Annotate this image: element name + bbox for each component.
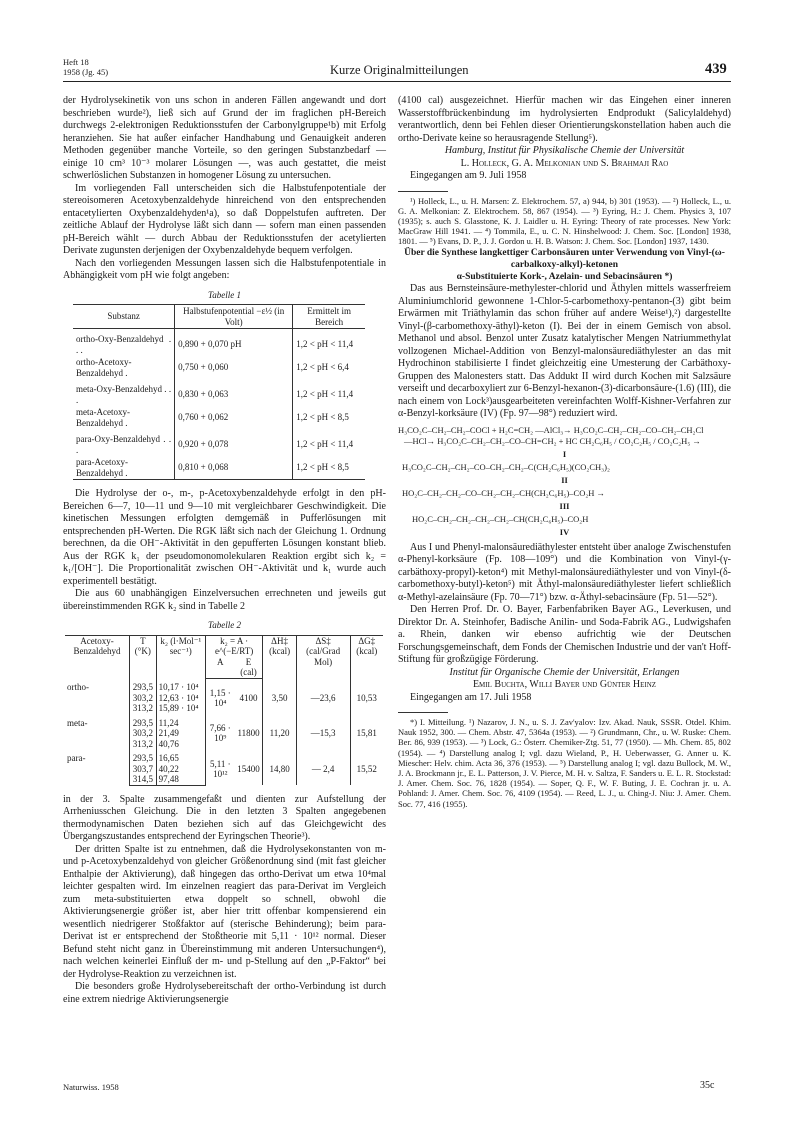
table-cell: 11,20	[263, 714, 296, 750]
issue-info	[63, 57, 108, 77]
table-cell: ortho-	[67, 682, 89, 692]
reaction-step: HO₂C–CH₂–CH₂–CO–CH₂–CH₂–CH(CH₂C₆H₅)–CO₂H →	[402, 487, 606, 498]
table-cell: meta-Acetoxy-Benzaldehyd .	[76, 407, 130, 428]
table-cell: 293,5	[130, 714, 157, 729]
table-header: A	[205, 657, 234, 679]
table-row	[65, 678, 383, 693]
table-cell: — 2,4	[296, 749, 350, 785]
table-cell: 10,17 · 10⁴	[156, 678, 205, 693]
table-cell: 12,63 · 10⁴	[156, 693, 205, 704]
table-cell: 3,50	[263, 678, 296, 714]
paragraph: Der dritten Spalte ist zu entnehmen, daß die Hydrolysekonstanten von m- und p-Acetoxybenzaldehyd von gleicher Größenordnung sind (mit fast gleicher Enthalpie der Aktivierung), daß hingegen das ortho-Derivat um etwa 10⁴mal leichter gespalten wird. Im einzelnen reagiert das para-Derivat im Vergleich zum meta-substituierten etwa doppelt so schnell, obwohl die Aktivierungsenergie größer ist, aber hier tritt offenbar kompensierend ein wesentlich niedrigerer Stoßfaktor auf (sterische Behinderung); beim para-Derivat ist er entsprechend der Stoßtheorie mit 5,11 · 10¹² normal. Dieser Befund steht nicht ganz in Übereinstimmung mit anderen Untersuchungen⁴), nach welchen keinerlei Einfluß der m- und p-Stellung auf den „P-Faktor“ bei der Hydrolyse-Reaktion zu verzeichnen ist.	[63, 843, 386, 980]
footnotes: ¹) Holleck, L., u. H. Marsen: Z. Elektrochem. 57, a) 944, b) 301 (1953). — ²) Holleck, L., u. G. A. Melkonian: Z. Elektrochem. 58, 867 (1954). — ³) Eyring, H.: J. Chem. Physics 3, 107 (1935); s. auch S. Glasstone, K. J. Laidler u. H. Eyring: Theory of rate processes. New York: MacGraw Hill 1941. — ⁴) Tommila, E., u. C. N. Hinshelwood: J. Chem. Soc. [London] 1938, 1801. — ⁵) Evans, D. P., J. J. Gordon u. H. B. Watson: J. Chem. Soc. [London] 1937, 1430.	[398, 195, 731, 247]
table-cell: 0,750 + 0,060	[175, 356, 293, 379]
table-cell: 7,66 · 10⁹	[205, 714, 234, 750]
table-header: Halbstufenpotential −ε½ (in Volt)	[175, 305, 293, 329]
reaction-scheme	[398, 425, 731, 538]
table-cell: 313,2	[130, 703, 157, 714]
table-cell: ortho-Oxy-Benzaldehyd . . .	[76, 334, 172, 355]
table-cell: 15400	[237, 763, 260, 774]
paragraph: der Hydrolysekinetik von uns schon in anderen Fällen angewandt und dort beschrieben wurde²), ließ sich auf Grund der im fraglichen pH-Bereich durchwegs 2-elektronigen Reduktionsstufen der Carbonylgruppe¹b) mit Erfolg heranziehen. Sie hat außer einfacher Handhabung und Genauigkeit anderen Methoden gegenüber manche Vorteile, so den geringen Substanzbedarf — einige 10 cm³ 10⁻³ molarer Lösungen —, was auch gestattet, die meist schwerlöslichen Substanzen in homogener Lösung zu untersuchen.	[63, 95, 386, 181]
table-caption: Tabelle 2	[208, 620, 241, 630]
reaction-step: HO₂C–CH₂–CH₂–CH₂–CH₂–CH(CH₂C₆H₅)–CO₂H	[412, 513, 589, 524]
table-cell: 15,52	[350, 749, 383, 785]
table-cell: 15,89 · 10⁴	[156, 703, 205, 714]
table-cell: 313,2	[130, 739, 157, 750]
paragraph: Die aus 60 unabhängigen Einzelversuchen errechneten und jeweils gut übereinstimmenden RGK k₂ sind in Tabelle 2	[63, 588, 386, 612]
article-subtitle: α-Substituierte Kork-, Azelain- und Sebacinsäuren *)	[456, 271, 673, 282]
table-cell: 1,2 < pH < 6,4	[293, 356, 365, 379]
table-cell: 11800	[237, 728, 260, 738]
table-cell: 314,5	[130, 774, 157, 785]
compound-label: III	[559, 500, 570, 511]
table-row	[73, 406, 365, 429]
table-cell: 4100	[239, 692, 258, 703]
paragraph: Aus I und Phenyl-malonsäurediäthylester entsteht über analoge Zwischenstufen α-Phenyl-korksäure (Fp. 108—109°) und die Kombination von Vinyl-(γ-carbäthoxy-propyl)-keton⁴) mit Methyl-malonsäurediäthylester und von Vinyl-(δ-carbomethoxy-butyl)-keton⁵) mit Äthyl-malonsäurediäthylester liefert schließlich α-Methyl-azelainsäure (Fp. 70—71°) bzw. α-Äthyl-sebacinsäure (Fp. 51—52°).	[398, 541, 731, 603]
table-cell: 293,5	[130, 749, 157, 764]
authors: L. Holleck, G. A. Melkonian und S. Brahmaji Rao	[460, 157, 669, 169]
table-cell: 1,15 · 10⁴	[205, 678, 234, 714]
reaction-step: H₃CO₂C–CH₂–CH₂–CO–CH₂–CH₂–C(CH₂C₆H₅)(CO₂CH₃)₂	[402, 461, 610, 472]
compound-label: IV	[559, 526, 570, 537]
table-row	[65, 749, 383, 764]
table-cell: 5,11 · 10¹²	[205, 749, 234, 785]
table-cell: 11,24	[156, 714, 205, 729]
table-cell: para-Acetoxy-Benzaldehyd .	[73, 456, 175, 480]
reaction-step-part: —HCl→ H₃CO₂C–CH₂–CH₂–CO–CH=CH₂ + HC	[404, 435, 578, 446]
table-cell: 16,65	[156, 749, 205, 764]
compound-label: II	[561, 474, 568, 485]
table-cell: meta-Oxy-Benzaldehyd . . .	[76, 384, 172, 405]
table-row	[73, 429, 365, 456]
table-cell: 303,2	[130, 693, 157, 704]
table-cell: 1,2 < pH < 8,5	[293, 406, 365, 429]
authors: Emil Buchta, Willi Bayer und Günter Heinz	[472, 679, 657, 691]
table-cell: para-	[67, 753, 86, 763]
table-cell: ortho-Acetoxy-Benzaldehyd .	[76, 357, 132, 378]
table-cell: 303,2	[130, 728, 157, 739]
table-cell: 40,22	[156, 764, 205, 775]
paragraph: (4100 cal) ausgezeichnet. Hierfür machen wir das Eingehen einer inneren Wasserstoffbrückenbindung im hydrolysierten Endprodukt (Salicylaldehyd) verantwortlich, denn bei Fehlen dieser Orientierungskonstellation haben auch die ortho-Derivate keine so herausragende Stellung⁵).	[398, 95, 731, 144]
table-row	[73, 379, 365, 406]
footnotes: *) I. Mitteilung. ¹) Nazarov, J. N., u. S. J. Zav'yalov: Izv. Akad. Nauk, SSSR. Otdel. Khim. Nauk 1952, 300. — Chem. Abstr. 47, 5364a (1953). — ²) Grundmann, Chr., u. W. Ruske: Chem. Ber. 86, 939 (1953). — ³) Lock, G.: Österr. Chemiker-Ztg. 51, 77 (1950). — Mh. Chem. 85, 802 (1954). — ⁴) Darstellung analog I; vgl. dazu Wieland, P., H. Ueberwasser, G. Anner u. K. Miescher: Helv. chim. Acta 36, 376 (1953). — ⁵) Darstellung analog I; vgl. dazu Bullock, M. W., J. A. Brockmann jr., E. L. Patterson, J. V. Pierce, M. H. v. Saltza, F. Sanders u. E. L. R. Stockstad: J. Amer. Chem. Soc. 76, 1828 (1954). — Soper, Q. F., W. F. Buting, J. E. Cochran jr. u. A. Pohland: J. Amer. Chem. Soc. 76, 4109 (1954). — Reed, L. J., u. Ching-J. Niu: J. Amer. Chem. Soc. 77, 416 (1955).	[398, 717, 731, 809]
table-cell: 0,830 + 0,063	[175, 379, 293, 406]
table-cell: 0,810 + 0,068	[175, 456, 293, 480]
table-header: ΔS‡ (cal/Grad Mol)	[296, 635, 350, 678]
table-cell: 21,49	[156, 728, 205, 739]
paragraph: Den Herren Prof. Dr. O. Bayer, Farbenfabriken Bayer AG., Leverkusen, und Direktor Dr. A. Steinhofer, Badische Anilin- und Soda-Fabrik AG., Ludwigshafen a. Rhein, danken wir ebenso aufrichtig wie der Deutschen Forschungsgemeinschaft, dem Fonds der Chemischen Industrie und der van't Hoff-Stiftung für großzügige Förderung.	[398, 604, 731, 666]
table-half-wave-potentials	[73, 304, 365, 480]
table-header: ΔH‡ (kcal)	[263, 635, 296, 678]
table-cell: 0,920 + 0,078	[175, 429, 293, 456]
footnote-rule	[398, 712, 448, 713]
table-header: T (°K)	[130, 635, 157, 678]
paragraph: Die besonders große Hydrolysebereitschaft der ortho-Verbindung ist durch eine extrem niedrige Aktivierungsenergie	[63, 981, 386, 1005]
table-cell: meta-	[67, 717, 88, 728]
table-rate-constants	[65, 635, 383, 786]
table-cell: —15,3	[296, 714, 350, 750]
table-header: Acetoxy-Benzaldehyd	[65, 635, 130, 678]
received-date: Eingegangen am 9. Juli 1958	[410, 170, 527, 181]
table-cell: 0,760 + 0,062	[175, 406, 293, 429]
page-number: 439	[705, 61, 727, 77]
footnote-rule	[398, 191, 448, 192]
paragraph: Im vorliegenden Fall unterscheiden sich die Halbstufenpotentiale der stereoisomeren Acetoxybenzaldehyde hinreichend von den entsprechenden entacetylierten Oxybenzaldehyden¹a), so daß Doppelstufen auftreten. Der zeitliche Ablauf der Hydrolyse läßt sich dann — sofern man einen passenden pH-Bereich wählt — durch Abbau der Reduktionsstufen der acetylierten Derivate zugunsten derjenigen der Oxybenzaldehyde bequem verfolgen.	[63, 182, 386, 256]
compound-label: I	[562, 448, 567, 459]
header-rule	[63, 81, 731, 82]
table-cell: 303,7	[130, 764, 157, 775]
table-row	[73, 456, 365, 480]
table-row	[73, 356, 365, 379]
journal-footer: Naturwiss. 1958	[63, 1082, 119, 1092]
table-cell: 10,53	[350, 678, 383, 714]
table-header: Ermittelt im Bereich	[293, 305, 365, 329]
table-header: k₂ (l·Mol⁻¹ sec⁻¹)	[156, 635, 205, 678]
table-cell: —23,6	[296, 678, 350, 714]
issue-year: 1958 (Jg. 45)	[63, 67, 109, 77]
table-header: Substanz	[73, 305, 175, 329]
table-cell: 1,2 < pH < 11,4	[293, 329, 365, 357]
table-cell: 40,76	[156, 739, 205, 750]
table-header: ΔG‡ (kcal)	[350, 635, 383, 678]
table-caption: Tabelle 1	[208, 289, 241, 300]
left-column	[63, 95, 386, 1006]
paragraph: Das aus Bernsteinsäure-methylester-chlorid und Äthylen mittels wasserfreiem Aluminiumchlorid gewonnene 1-Chlor-5-carbomethoxy-pentanon-(3) gibt beim Erwärmen mit Triäthylamin das schon früher auf andere Weise¹),²) dargestellte Vinyl-(β-carbomethoxy-äthyl)-keton (I). Bei der in einem Gemisch von absol. Methanol und absol. Benzol unter Zusatz katalytischer Mengen Natriummethylat vollzogenen Michael-Addition von Benzyl-malonsäurediäthylester an das mit Hydrochinon stabilisierte I findet gleichzeitig eine Umesterung der Carbäthoxy-Gruppen des Malonesters statt. Das Addukt II wird durch Kochen mit Salzsäure verseift und decarboxyliert zur 6-Benzyl-hexanon-(3)-dicarbonsäure-(1.6) (III), die nach einem von Lock³)ausgearbeiteten vereinfachten Wolff-Kishner-Verfahren zur α-Benzyl-korksäure (IV) (Fp. 97—98°) reduziert wird.	[398, 283, 731, 420]
table-cell: 15,81	[350, 714, 383, 750]
reaction-step: H₃CO₂C–CH₂–CH₂–COCl + H₂C=CH₂ —AlCl₃→ H₃CO₂C–CH₂–CH₂–CO–CH₂–CH₂Cl	[398, 424, 704, 435]
institution: Hamburg, Institut für Physikalische Chemie der Universität	[444, 145, 685, 156]
issue-number: Heft 18	[63, 57, 89, 67]
table-cell: 1,2 < pH < 8,5	[293, 456, 365, 480]
table-header: k₂ = A · e^(−E/RT)	[205, 635, 262, 657]
reaction-step-part: CH₂C₆H₅ / CO₂C₂H₅ / CO₂C₂H₅ →	[579, 435, 701, 446]
reaction-step	[398, 436, 731, 447]
paragraph: Die Hydrolyse der o-, m-, p-Acetoxybenzaldehyde erfolgt in den pH-Bereichen 6—7, 10—11 und 9—10 mit vergleichbarer Geschwindigkeit. Die kinetischen Messungen erfolgten demgemäß in Pufferlösungen mit entsprechenden pH-Werten. Die RGK läßt sich nach der Gleichung 1. Ordnung berechnen, da die OH⁻-Aktivität in den gepufferten Lösungen konstant blieb. Aus der RGK k₁ der pseudomonomolekularen Reaktion ergibt sich k₂ = k₁/[OH⁻]. Die Proportionalität zwischen OH⁻-Aktivität und k₁ wurde auch experimentell bestätigt.	[63, 488, 386, 587]
paragraph: in der 3. Spalte zusammengefaßt und dienten zur Aufstellung der Arrheniusschen Gleichung. Die in den letzten 3 Spalten angegebenen thermodynamischen Daten beziehen sich auf das Gleichgewicht des Übergangszustandes entsprechend der Eyringschen Theorie³).	[63, 793, 386, 842]
table-cell: 1,2 < pH < 11,4	[293, 429, 365, 456]
table-cell: 0,890 + 0,070 pH	[175, 329, 293, 357]
table-row	[65, 714, 383, 729]
table-cell: 97,48	[156, 774, 205, 785]
received-date: Eingegangen am 17. Juli 1958	[410, 691, 532, 703]
table-row	[73, 329, 365, 357]
signature-mark: 35c	[700, 1080, 715, 1091]
table-cell: 1,2 < pH < 11,4	[293, 379, 365, 406]
right-column	[398, 95, 731, 809]
article-title: Über die Synthese langkettiger Carbonsäuren unter Verwendung von Vinyl-(ω-carbalkoxy-alkyl)-ketonen	[404, 247, 725, 270]
table-cell: 293,5	[130, 678, 157, 693]
table-cell: 14,80	[263, 749, 296, 785]
table-cell: para-Oxy-Benzaldehyd . . .	[76, 434, 172, 455]
section-title: Kurze Originalmitteilungen	[330, 63, 469, 77]
paragraph: Nach den vorliegenden Messungen lassen sich die Halbstufenpotentiale in Abhängigkeit vom pH wie folgt angeben:	[63, 257, 386, 281]
table-header: E (cal)	[235, 657, 263, 679]
institution: Institut für Organische Chemie der Universität, Erlangen	[449, 666, 680, 678]
